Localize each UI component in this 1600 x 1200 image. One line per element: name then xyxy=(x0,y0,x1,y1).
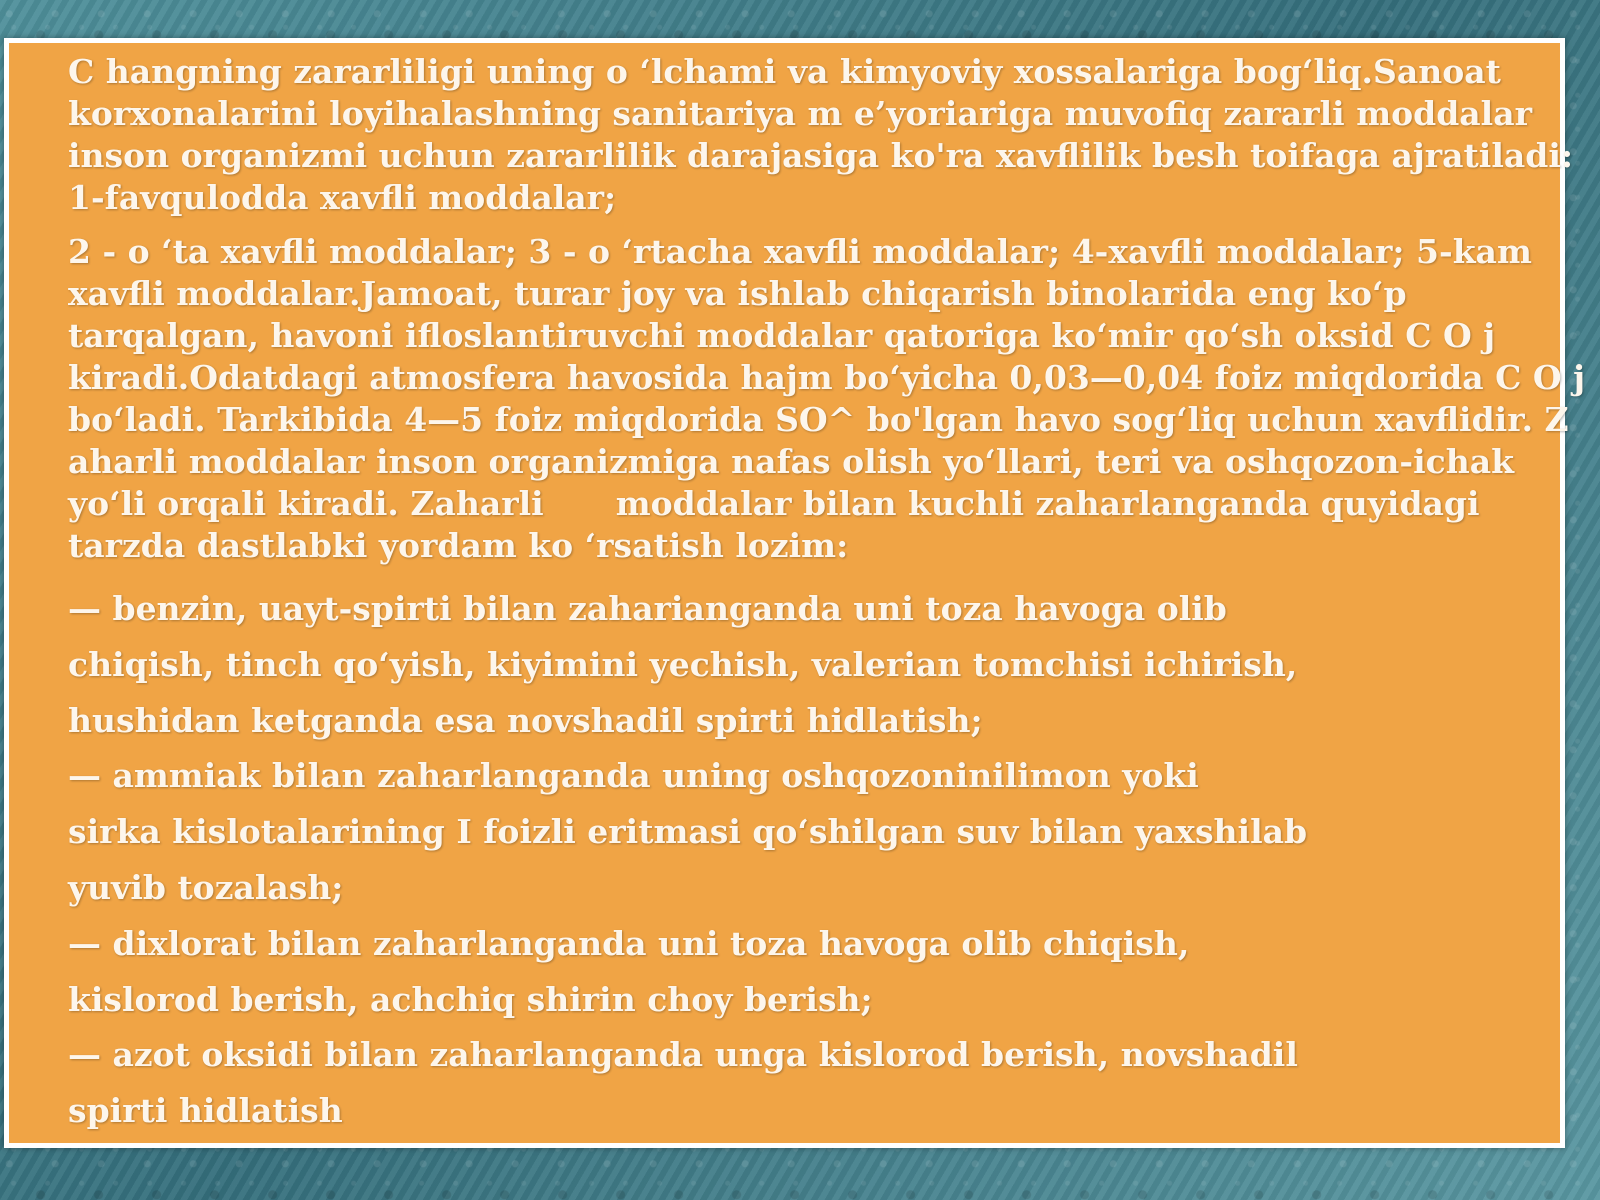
toxic-substances-paragraph xyxy=(68,231,1586,567)
list-line: — ammiak bilan zaharlanganda uning oshqozoninilimon yoki xyxy=(68,756,1199,796)
text-line: xavfli moddalar.Jamoat, turar joy va ishlab chiqarish binolarida eng ko‘p xyxy=(68,274,1407,313)
first-aid-list xyxy=(68,581,1548,1139)
list-line: sirka kislotalarining I foizli eritmasi qo‘shilgan suv bilan yaxshilab xyxy=(68,812,1308,852)
list-line: yuvib tozalash; xyxy=(68,867,344,907)
text-line-start: yo‘li orqali kiradi. Zaharli xyxy=(68,484,544,523)
text-line: aharli moddalar inson organizmiga nafas olish yo‘llari, teri va oshqozon-ichak xyxy=(68,442,1514,481)
text-line-end: moddalar bilan kuchli zaharlanganda quyidagi xyxy=(615,484,1480,523)
list-line: hushidan ketganda esa novshadil spirti hidlatish; xyxy=(68,700,983,740)
list-line: spirti hidlatish xyxy=(68,1091,343,1131)
text-line: korxonalarini loyihalashning sanitariya m e’yoriariga muvofiq zararli moddalar xyxy=(68,94,1532,133)
text-line: kiradi.Odatdagi atmosfera havosida hajm bo‘yicha 0,03—0,04 foiz miqdorida C O j xyxy=(68,358,1586,397)
slide-content-panel xyxy=(4,38,1586,1148)
slide-text-body xyxy=(68,51,1586,1139)
list-line: — dixlorat bilan zaharlanganda uni toza havoga olib chiqish, xyxy=(68,923,1190,963)
text-line: inson organizmi uchun zararlilik darajasiga ko'ra xavflilik besh toifaga ajratiladi: xyxy=(68,136,1574,175)
text-line: tarqalgan, havoni ifloslantiruvchi moddalar qatoriga ko‘mir qo‘sh oksid C O j xyxy=(68,316,1496,355)
list-line: chiqish, tinch qo‘yish, kiyimini yechish, valerian tomchisi ichirish, xyxy=(68,644,1298,684)
text-line: C hangning zararliligi uning o ‘lchami va kimyoviy xossalariga bog‘liq.Sanoat xyxy=(68,52,1501,91)
text-line xyxy=(68,483,1548,525)
list-line: — benzin, uayt-spirti bilan zaharianganda uni toza havoga olib xyxy=(68,589,1227,628)
text-line: 1-favqulodda xavfli moddalar; xyxy=(68,178,617,217)
text-line: tarzda dastlabki yordam ko ‘rsatish lozim: xyxy=(68,526,849,565)
text-line: bo‘ladi. Tarkibida 4—5 foiz miqdorida SO^ bo'lgan havo sog‘liq uchun xavflidir. Z xyxy=(68,400,1569,439)
text-line: 2 - o ‘ta xavfli moddalar; 3 - o ‘rtacha xavfli moddalar; 4-xavfli moddalar; 5-kam xyxy=(68,232,1532,271)
list-line: kislorod berish, achchiq shirin choy berish; xyxy=(68,979,873,1019)
intro-paragraph xyxy=(68,51,1574,219)
list-line: — azot oksidi bilan zaharlanganda unga kislorod berish, novshadil xyxy=(68,1035,1298,1075)
